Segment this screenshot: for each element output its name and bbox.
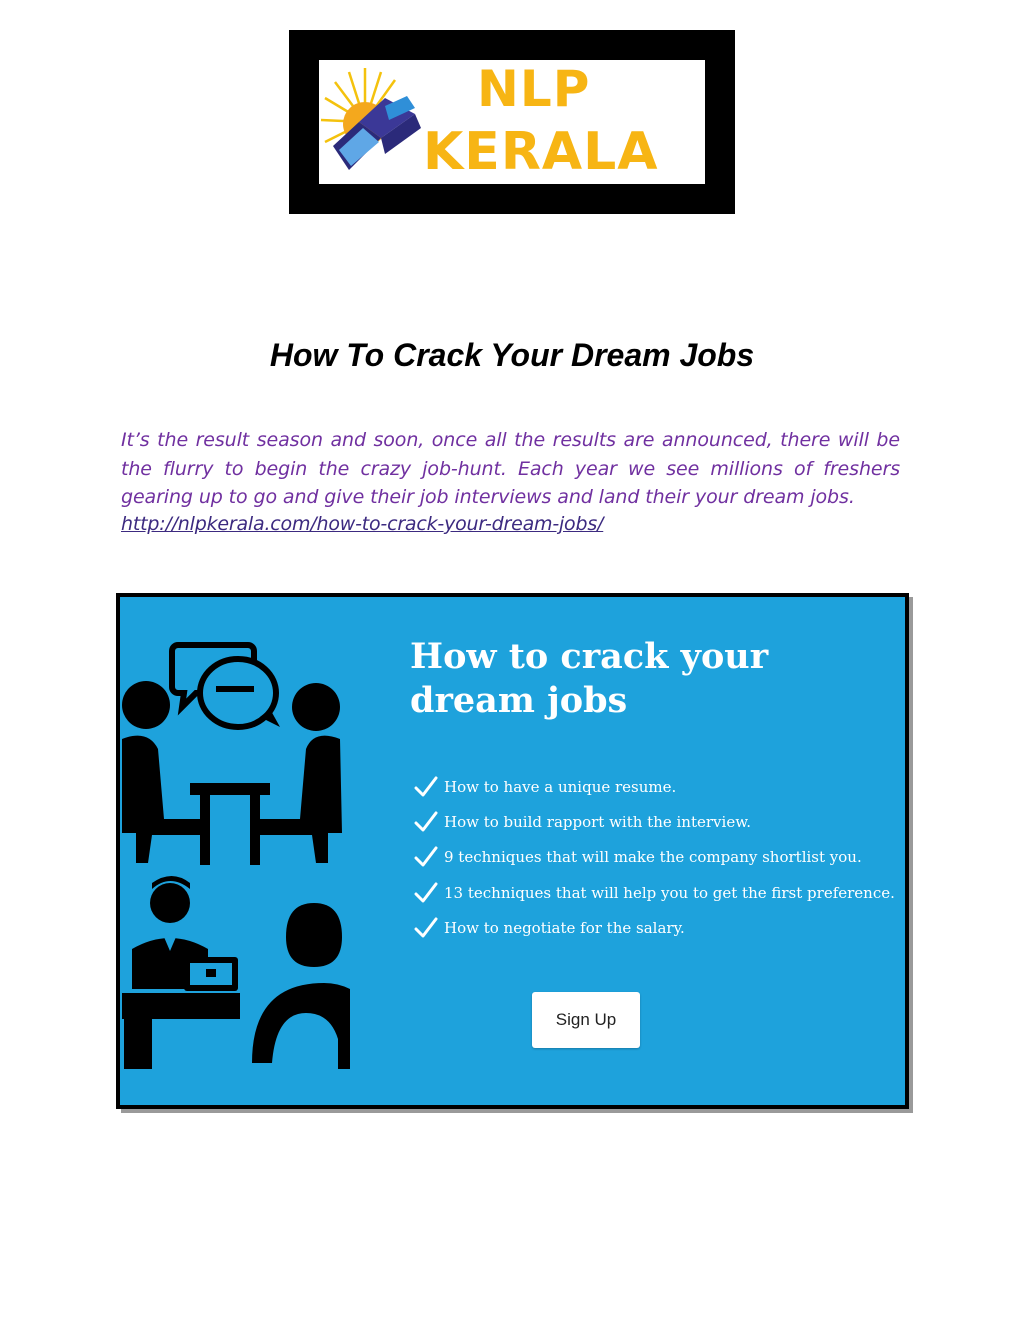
page-title: How To Crack Your Dream Jobs xyxy=(269,337,755,373)
benefits-list xyxy=(414,769,895,945)
list-item xyxy=(414,910,895,945)
dream-jobs-banner xyxy=(116,593,909,1109)
list-item-text: How to negotiate for the salary. xyxy=(444,918,685,937)
nlp-kerala-logo xyxy=(289,30,735,214)
list-item xyxy=(414,840,895,875)
logo-inner xyxy=(319,60,705,184)
list-item xyxy=(414,769,895,804)
intro-paragraph: It’s the result season and soon, once all the results are announced, there will be the flurry to begin the crazy job-hunt. Each year we see millions of freshers gearing up to go and give their job interviews and land their your dream jobs. xyxy=(121,429,900,508)
article-link[interactable]: http://nlpkerala.com/how-to-crack-your-dream-jobs/ xyxy=(121,513,604,535)
open-book-sun-icon xyxy=(319,62,431,182)
logo-text-kerala: KERALA xyxy=(423,122,659,182)
list-item-text: How to build rapport with the interview. xyxy=(444,812,752,831)
logo-text-nlp: NLP xyxy=(477,60,591,118)
checkmark-icon xyxy=(414,882,438,904)
sign-up-button[interactable]: Sign Up xyxy=(532,992,640,1048)
list-item-text: 13 techniques that will help you to get the first preference. xyxy=(444,883,895,902)
checkmark-icon xyxy=(414,917,438,939)
list-item-text: 9 techniques that will make the company shortlist you. xyxy=(444,848,862,867)
list-item-text: How to have a unique resume. xyxy=(444,777,677,796)
checkmark-icon xyxy=(414,776,438,798)
checkmark-icon xyxy=(414,811,438,833)
job-interview-illustration-icon xyxy=(120,597,360,1107)
banner-heading: How to crack your dream jobs xyxy=(410,636,769,721)
list-item xyxy=(414,804,895,839)
list-item xyxy=(414,875,895,910)
checkmark-icon xyxy=(414,846,438,868)
